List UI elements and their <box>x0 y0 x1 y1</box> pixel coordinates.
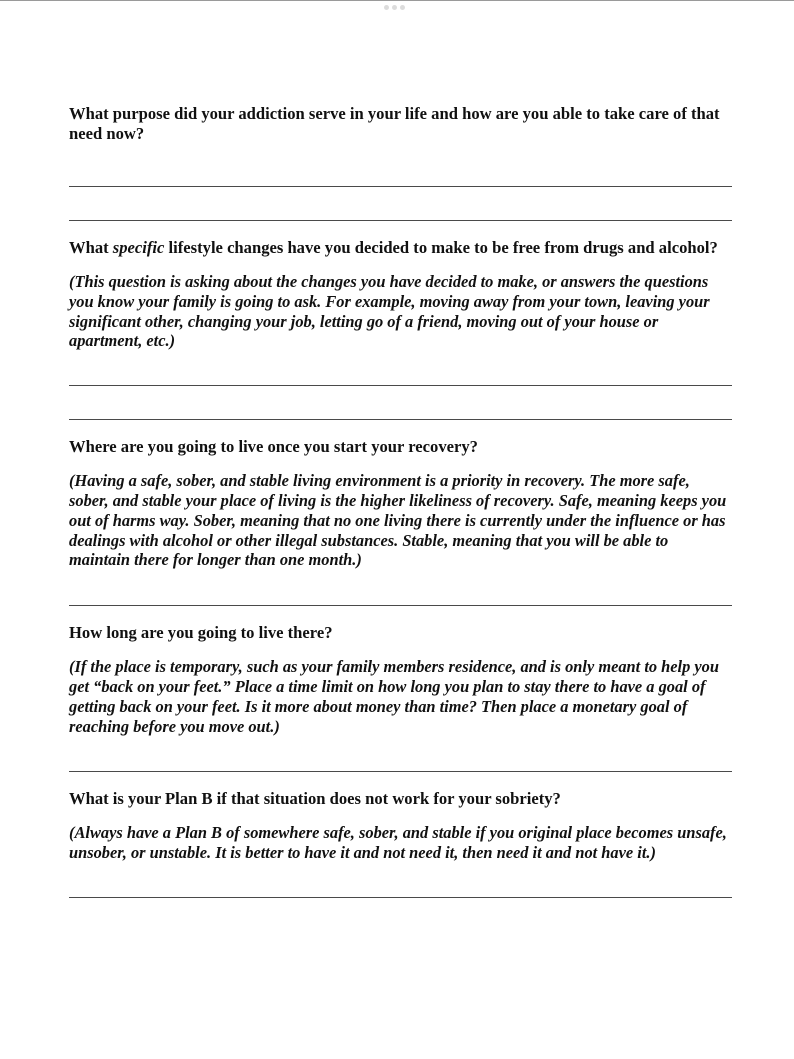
page-indicator-dots <box>384 5 405 11</box>
answer-line[interactable] <box>69 220 732 221</box>
question-addiction-purpose: What purpose did your addiction serve in your life and how are you able to take care of that need now? <box>69 104 720 143</box>
question-how-long: How long are you going to live there? <box>69 623 333 643</box>
answer-line[interactable] <box>69 186 732 187</box>
question-emphasis: specific <box>112 238 165 257</box>
answer-line[interactable] <box>69 605 732 606</box>
answer-line[interactable] <box>69 419 732 420</box>
question-plan-b: What is your Plan B if that situation does not work for your sobriety? <box>69 789 561 809</box>
question-where-live: Where are you going to live once you start your recovery? <box>69 437 478 457</box>
page-top-border <box>0 0 794 1</box>
answer-line[interactable] <box>69 897 732 898</box>
question-lifestyle-changes: What specific lifestyle changes have you decided to make to be free from drugs and alcohol? <box>69 238 718 257</box>
worksheet-page <box>69 104 733 898</box>
answer-line[interactable] <box>69 385 732 386</box>
note-plan-b: (Always have a Plan B of somewhere safe, sober, and stable if you original place becomes unsafe, unsober, or unstable. It is better to have it and not need it, then need it and not have it.) <box>69 823 727 863</box>
answer-line[interactable] <box>69 771 732 772</box>
note-lifestyle-changes: (This question is asking about the changes you have decided to make, or answers the questions you know your family is going to ask. For example, moving away from your town, leaving your significant other, changing your job, letting go of a friend, moving out of your house or apartment, etc.) <box>69 272 710 351</box>
note-how-long: (If the place is temporary, such as your family members residence, and is only meant to help you get “back on your feet.” Place a time limit on how long you plan to stay there to have a goal of getting back on your feet. Is it more about money than time? Then place a monetary goal of reaching before you move out.) <box>69 657 719 736</box>
note-where-live: (Having a safe, sober, and stable living environment is a priority in recovery. The more safe, sober, and stable your place of living is the higher likeliness of recovery. Safe, meaning keeps you out of harms way. Sober, meaning that no one living there is currently under the influence or has dealings with alcohol or other illegal substances. Stable, meaning that you will be able to maintain there for longer than one month.) <box>69 471 727 570</box>
